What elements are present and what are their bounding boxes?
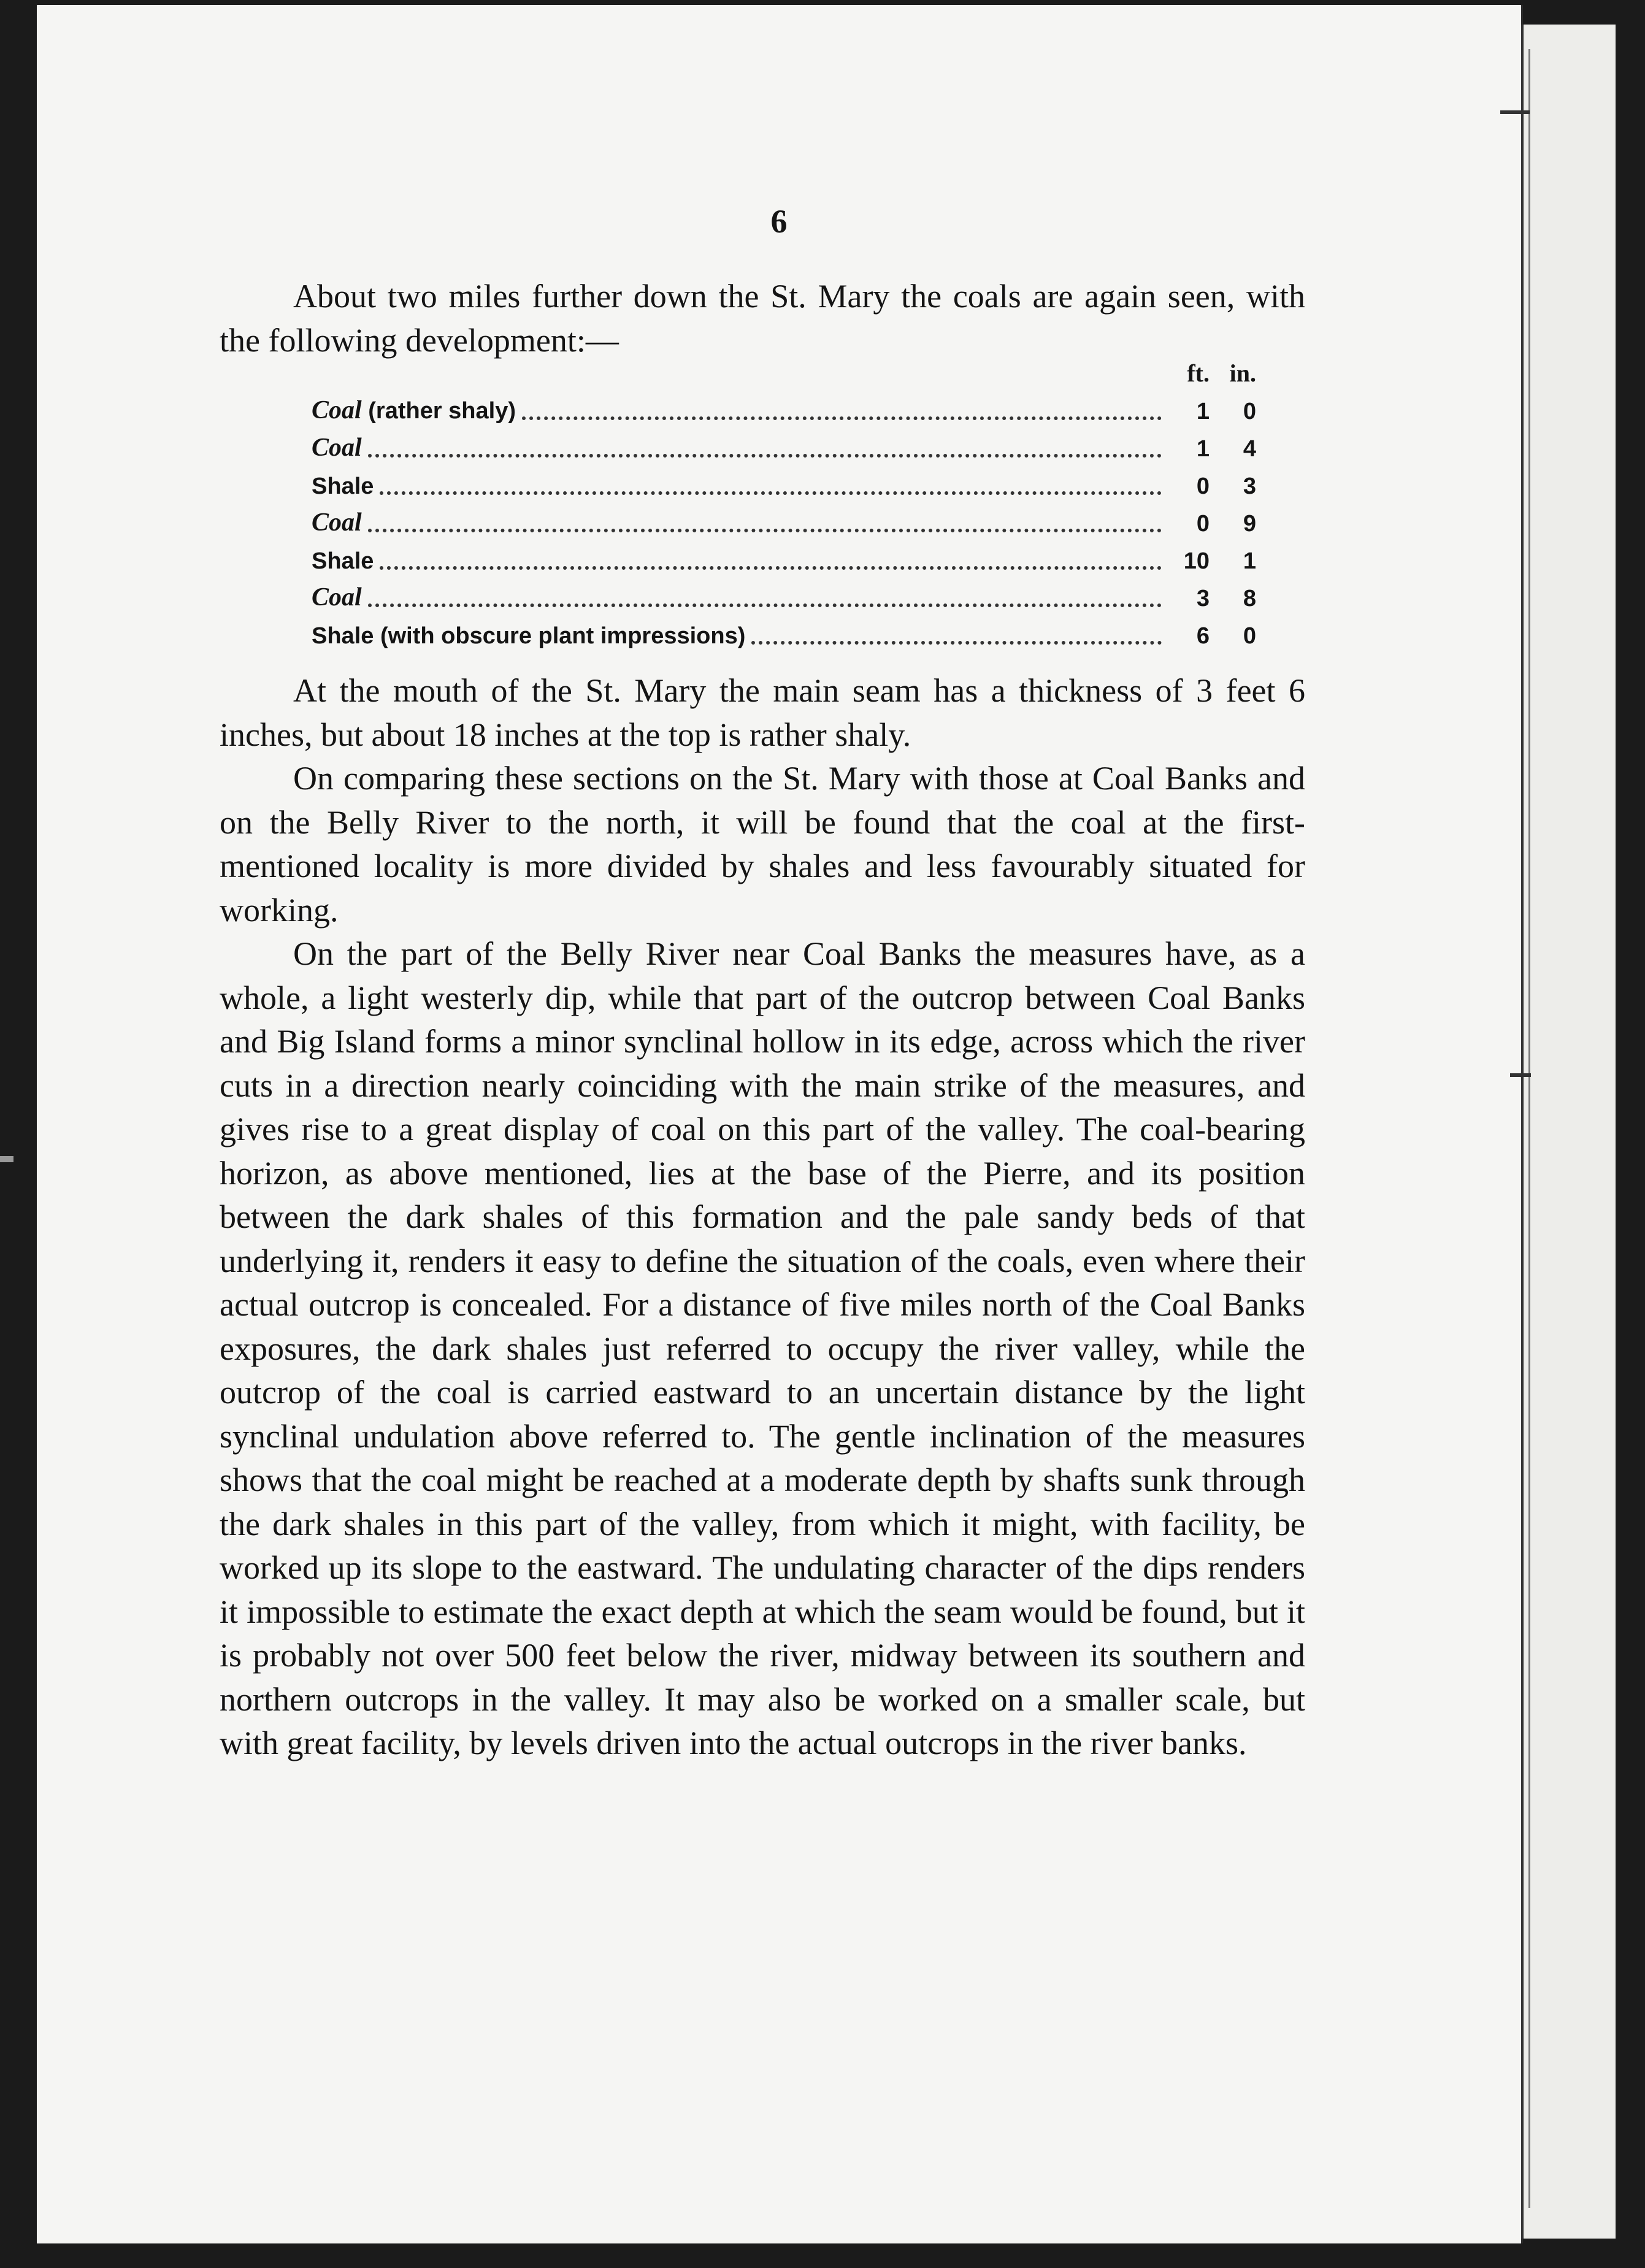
table-row [312, 500, 1256, 537]
margin-mark [1510, 1073, 1531, 1077]
table-row [312, 425, 1256, 462]
row-label [312, 433, 362, 462]
page-number: 6 [770, 203, 788, 240]
table-header [312, 353, 1256, 388]
leader-dots [368, 454, 1162, 458]
leader-dots [380, 566, 1162, 570]
row-ft-value: 1 [1196, 399, 1210, 424]
row-ft-value: 10 [1183, 548, 1210, 574]
row-label-main: Shale [312, 548, 374, 574]
row-label-main: Coal [312, 396, 362, 424]
page-edge-line [1528, 49, 1530, 2208]
row-ft-value: 6 [1196, 623, 1210, 649]
paragraph-belly-river [220, 932, 1305, 1766]
intro-paragraph-text: About two miles further down the St. Mary the coals are again seen, with the following development:— [220, 278, 1305, 359]
row-ft-value: 0 [1196, 511, 1210, 537]
row-in-value: 8 [1243, 586, 1256, 611]
coal-section-table [312, 353, 1256, 649]
row-label-main: Coal [312, 434, 362, 462]
adjacent-page-edge [1521, 25, 1616, 2239]
row-in-value: 3 [1243, 473, 1256, 499]
table-row [312, 388, 1256, 425]
leader-dots [368, 529, 1162, 532]
row-in-value: 4 [1243, 436, 1256, 462]
paragraph-mouth [220, 669, 1305, 757]
row-in-value: 0 [1243, 623, 1256, 649]
intro-paragraph [220, 275, 1305, 362]
margin-mark [0, 1156, 13, 1162]
leader-dots [522, 416, 1162, 420]
paragraph-text: At the mouth of the St. Mary the main seam has a thickness of 3 feet 6 inches, but about 18 inches at the top is rather shaly. [220, 672, 1305, 753]
row-ft-value: 3 [1196, 586, 1210, 611]
document-page [37, 5, 1523, 2243]
table-row [312, 537, 1256, 575]
row-ft-value: 0 [1196, 473, 1210, 499]
margin-mark [1500, 110, 1530, 114]
header-in: in. [1229, 359, 1256, 387]
row-label-rest: (with obscure plant impressions) [374, 623, 746, 649]
table-row [312, 575, 1256, 612]
paragraph-text: On the part of the Belly River near Coal Banks the measures have, as a whole, a light westerly dip, while that part of the outcrop between Coal Banks and Big Island forms a minor synclinal hollow in its edge, across which the river cuts in a direction nearly coinciding with the main strike of the measures, and gives rise to a great display of coal on this part of the valley. The coal-bearing horizon, as above mentioned, lies at the base of the Pierre, and its position between the dark shales of this formation and the pale sandy beds of that underlying it, renders it easy to define the situation of the coals, even where their actual outcrop is concealed. For a distance of five miles north of the Coal Banks exposures, the dark shales just referred to occupy the river valley, while the outcrop of the coal is carried eastward to an uncertain distance by the light synclinal undulation above referred to. The gentle inclination of the measures shows that the coal might be reached at a moderate depth by shafts sunk through the dark shales in this part of the valley, from which it might, with facility, be worked up its slope to the eastward. The undulating character of the dips renders it impossible to estimate the exact depth at which the seam would be found, but it is probably not over 500 feet below the river, midway between its southern and northern outcrops in the valley. It may also be worked on a smaller scale, but with great facility, by levels driven into the actual outcrops in the river banks. [220, 935, 1305, 1761]
row-label [312, 473, 374, 500]
table-row [312, 462, 1256, 500]
leader-dots [368, 603, 1162, 607]
row-label [312, 396, 516, 425]
leader-dots [380, 491, 1162, 495]
row-label [312, 508, 362, 537]
paragraph-comparing [220, 757, 1305, 932]
row-in-value: 1 [1243, 548, 1256, 574]
row-in-value: 0 [1243, 399, 1256, 424]
table-rows [312, 388, 1256, 649]
row-label [312, 583, 362, 612]
row-label-main: Coal [312, 508, 362, 537]
leader-dots [751, 641, 1162, 645]
row-label [312, 548, 374, 575]
row-in-value: 9 [1243, 511, 1256, 537]
paragraph-text: On comparing these sections on the St. Mary with those at Coal Banks and on the Belly River to the north, it will be found that the coal at the first-mentioned locality is more divided by shales and less favourably situated for working. [220, 760, 1305, 929]
row-label-main: Shale [312, 623, 374, 649]
row-label-rest: (rather shaly) [361, 398, 516, 424]
table-row [312, 612, 1256, 649]
row-label [312, 623, 745, 649]
header-ft: ft. [1187, 359, 1210, 387]
row-ft-value: 1 [1196, 436, 1210, 462]
row-label-main: Coal [312, 583, 362, 611]
row-label-main: Shale [312, 473, 374, 499]
